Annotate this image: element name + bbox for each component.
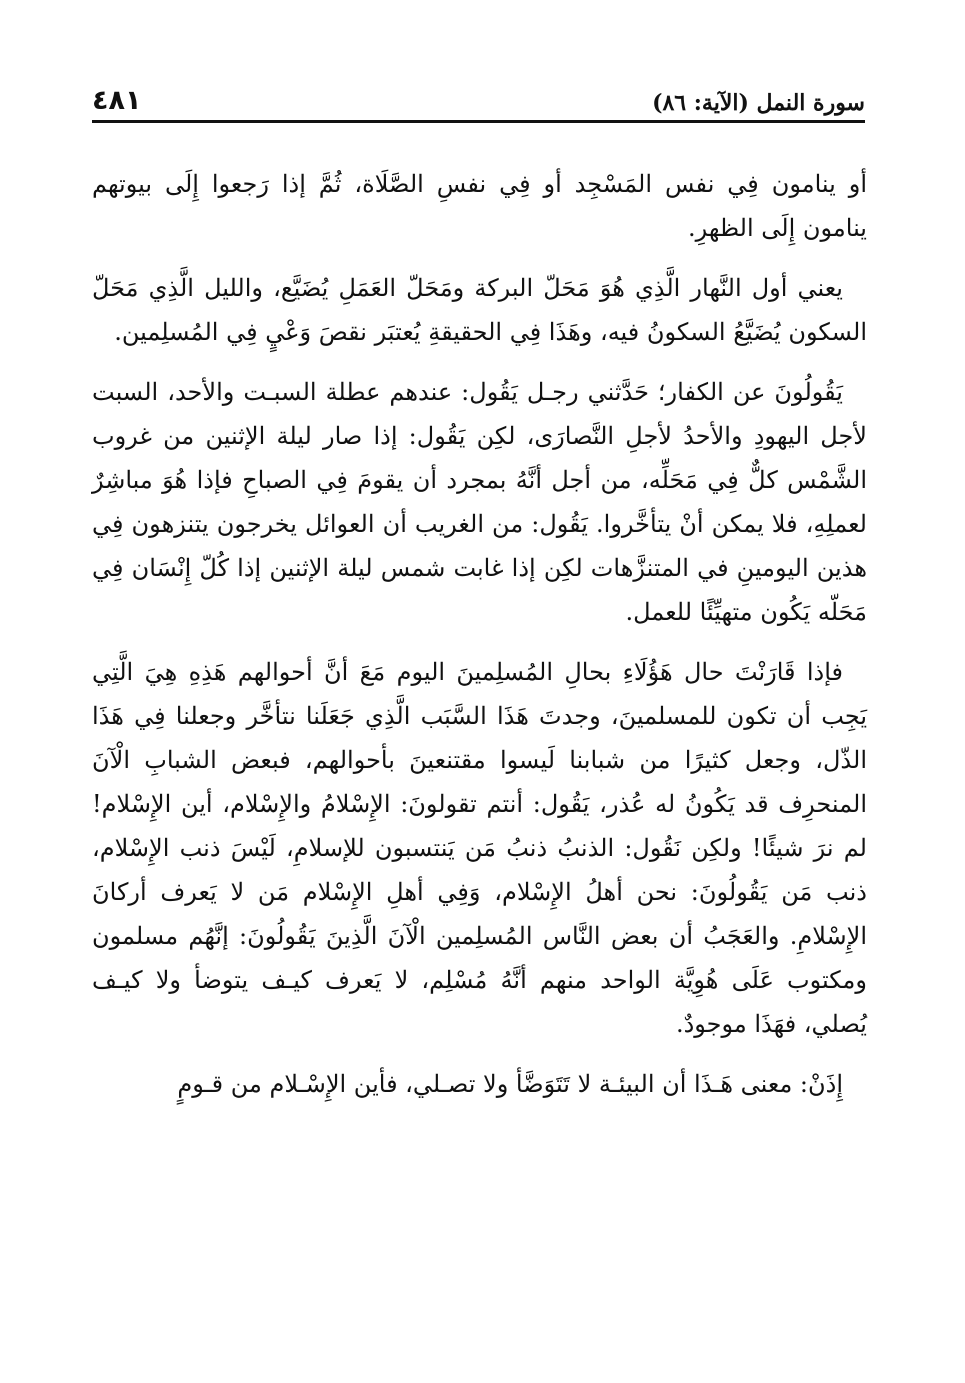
page-header bbox=[92, 82, 865, 118]
paragraph-4: فإذا قَارَنْتَ حال هَؤُلَاءِ بحالِ المُسلِمينَ اليوم مَعَ أنَّ أحوالهم هَذِهِ هِيَ الَّتِي يَجِب أن تكون للمسلمينَ، وجدتَ هَذَا السَّبَب الَّذِي جَعَلَنا نتأخَّر وجعلنا فِي هَذَا الذّل، وجعل كثيرًا من شبابنا لَيسوا مقتنعينَ بأحوالهم، فبعض الشبابِ الْآنَ المنحرِف قد يَكُونُ له عُذر، يَقُول: أنتم تقولونَ: الإِسْلامُ والإِسْلام، أين الإِسْلام! لم نرَ شيئًا! ولكِن نَقُول: الذنبُ ذنبُ مَن يَنتسبون للإسلامِ، لَيْسَ ذنب الإِسْلام، ذنب مَن يَقُولُونَ: نحن أهلُ الإِسْلام، وَفِي أهلِ الإِسْلام مَن لا يَعرف أركانَ الإِسْلامِ. والعَجَبُ أن بعض النَّاس المُسلِمين الْآنَ الَّذِينَ يَقُولُونَ: إنَّهُم مسلمون ومكتوب عَلَى هُوِيَّة الواحد منهم أنَّهُ مُسْلِم، لا يَعرف كيـف يتوضأ ولا كيـف يُصلي، فهَذَا موجودٌ. bbox=[92, 658, 867, 1038]
page-number: ٤٨١ bbox=[92, 85, 142, 116]
paragraph-5: إِذَنْ: معنى هَـذَا أن البيئـة لا تَتَوَضَّأ ولا تصـلي، فأين الإِسْـلام من قـومٍ bbox=[177, 1070, 843, 1098]
paragraph-1: أو ينامون فِي نفس المَسْجِد أو فِي نفسِ الصَّلَاة، ثُمَّ إذا رَجعوا إِلَى بيوتهم ينامون إِلَى الظهرِ. bbox=[92, 170, 867, 242]
paragraph-3: يَقُولُونَ عن الكفار؛ حَدَّثني رجـل يَقُول: عندهم عطلة السبـت والأحد، السبت لأجل اليهودِ والأحدُ لأجلِ النَّصارَى، لكِن يَقُول: إذا صار ليلة الإثنين من غروب الشَّمْس كلٌّ فِي مَحَلِّه، من أجل أنَّهُ بمجرد أن يقومَ فِي الصباحِ فإذا هُوَ مباشِرٌ لعملِهِ، فلا يمكن أنْ يتأخَّروا. يَقُول: من الغريب أن العوائل يخرجون يتنزهون فِي هذين اليومينِ في المتنزَّهات لكِن إذا غابت شمس ليلة الإثنين إذا كُلّ إِنْسَان فِي مَحَلّه يَكُون متهيِّئًا للعمل. bbox=[92, 378, 867, 626]
running-head: سورة النمل (الآية: ٨٦) bbox=[652, 90, 865, 116]
header-rule bbox=[92, 120, 865, 123]
paragraph-2: يعني أول النَّهار الَّذِي هُوَ مَحَلّ البركة ومَحَلّ العَمَلِ يُضَيَّع، والليل الَّذِي مَحَلّ السكون يُضَيَّعُ السكونُ فيه، وهَذَا فِي الحقيقةِ يُعتبَر نقصَ وَعْيٍ فِي المُسلِمين. bbox=[92, 274, 867, 346]
body-text bbox=[92, 162, 867, 1122]
